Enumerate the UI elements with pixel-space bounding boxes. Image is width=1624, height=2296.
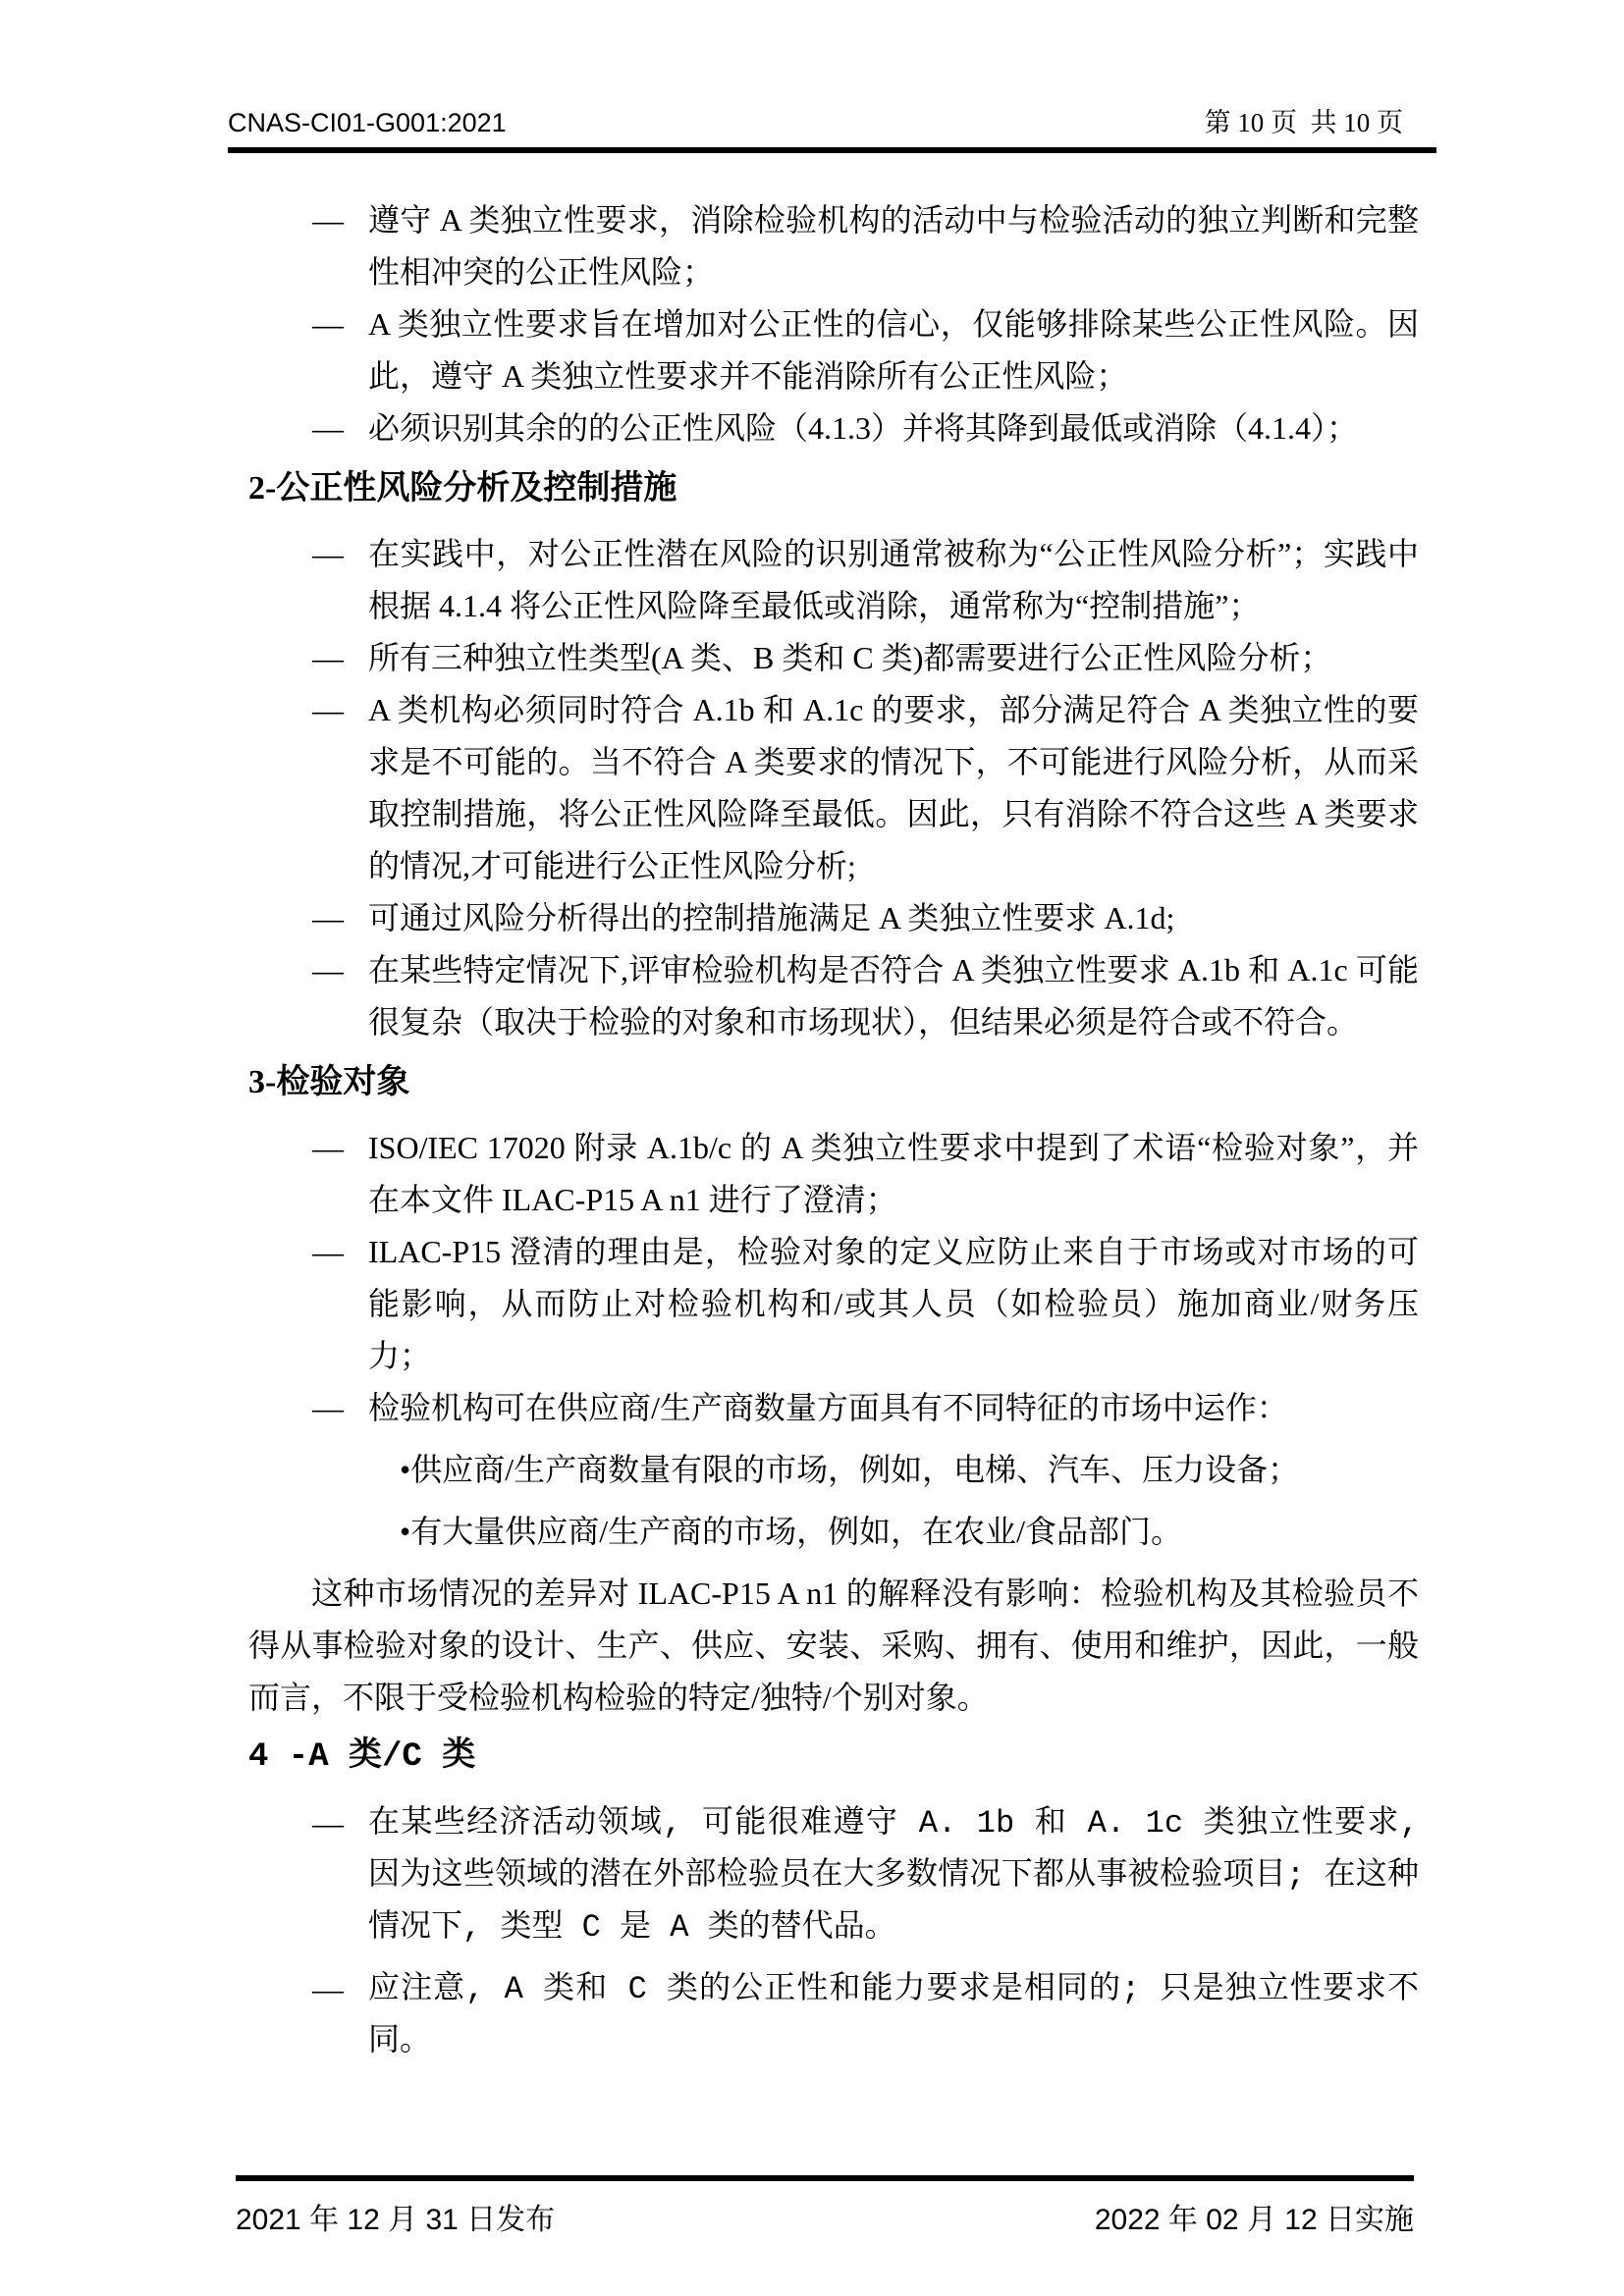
bullet-item <box>228 402 1419 454</box>
bullet-text: 在某些特定情况下,评审检验机构是否符合 A 类独立性要求 A.1b 和 A.1c 可能很复杂（取决于检验的对象和市场现状），但结果必须是符合或不符合。 <box>368 952 1419 1040</box>
page-footer <box>236 2175 1414 2238</box>
bullet-text: 在某些经济活动领域, 可能很难遵守 A. 1b 和 A. 1c 类独立性要求, 因为这些领域的潜在外部检验员在大多数情况下都从事被检验项目; 在这种情况下, 类型 C 是 A 类的替代品。 <box>368 1805 1419 1946</box>
bullet-text: 应注意, A 类和 C 类的公正性和能力要求是相同的; 只是独立性要求不同。 <box>368 1971 1419 2059</box>
document-code: CNAS-CI01-G001:2021 <box>228 108 507 137</box>
dash-bullet-marker: — <box>312 306 344 342</box>
bullet-item <box>228 944 1419 1048</box>
body-paragraph: 这种市场情况的差异对 ILAC-P15 A n1 的解释没有影响：检验机构及其检验员不得从事检验对象的设计、生产、供应、安装、采购、拥有、使用和维护，因此，一般而言，不限于受检验机构检验的特定/独特/个别对象。 <box>248 1575 1419 1715</box>
document-body <box>228 194 1436 2067</box>
implementation-date: 2022 年 02 月 12 日实施 <box>1094 2204 1414 2236</box>
dash-bullet-marker: — <box>312 1805 344 1841</box>
bullet-text: 所有三种独立性类型(A 类、B 类和 C 类)都需要进行公正性风险分析； <box>368 640 1332 675</box>
dash-bullet-marker: — <box>312 1971 344 2006</box>
page-number-indicator: 第 10 页 共 10 页 <box>1204 108 1403 137</box>
bullet-item <box>228 1226 1419 1382</box>
dash-bullet-marker: — <box>312 202 344 238</box>
bullet-item <box>228 684 1419 892</box>
bullet-item <box>228 892 1419 944</box>
bullet-item <box>228 298 1419 402</box>
bullet-text: ILAC-P15 澄清的理由是，检验对象的定义应防止来自于市场或对市场的可能影响，从而防止对检验机构和/或其人员（如检验员）施加商业/财务压力； <box>368 1234 1419 1373</box>
bullet-item <box>228 1122 1419 1226</box>
bullet-text: 必须识别其余的的公正性风险（4.1.3）并将其降到最低或消除（4.1.4）； <box>368 410 1359 446</box>
dot-bullet-marker: • <box>400 1514 411 1549</box>
sub-bullet-item <box>228 1506 1419 1558</box>
sub-bullet-text: 供应商/生产商数量有限的市场，例如，电梯、汽车、压力设备； <box>410 1452 1300 1487</box>
bullet-text: 检验机构可在供应商/生产商数量方面具有不同特征的市场中运作： <box>368 1390 1288 1425</box>
dash-bullet-marker: — <box>312 952 344 988</box>
bullet-text: 在实践中，对公正性潜在风险的识别通常被称为“公正性风险分析”；实践中根据 4.1.4 将公正性风险降至最低或消除，通常称为“控制措施”； <box>368 536 1419 623</box>
dash-bullet-marker: — <box>312 900 344 935</box>
bullet-item <box>228 1963 1419 2067</box>
section-heading-3: 3-检验对象 <box>248 1064 410 1100</box>
bullet-text: 可通过风险分析得出的控制措施满足 A 类独立性要求 A.1d; <box>368 900 1175 935</box>
bullet-text: ISO/IEC 17020 附录 A.1b/c 的 A 类独立性要求中提到了术语“检验对象”，并在本文件 ILAC-P15 A n1 进行了澄清； <box>368 1130 1419 1217</box>
dot-bullet-marker: • <box>400 1452 411 1487</box>
sub-bullet-item <box>228 1444 1419 1496</box>
dash-bullet-marker: — <box>312 640 344 675</box>
section-heading-4: 4 -A 类/C 类 <box>248 1738 476 1776</box>
dash-bullet-marker: — <box>312 410 344 446</box>
bullet-item <box>228 1382 1419 1434</box>
dash-bullet-marker: — <box>312 1234 344 1269</box>
bullet-text: A 类机构必须同时符合 A.1b 和 A.1c 的要求，部分满足符合 A 类独立性的要求是不可能的。当不符合 A 类要求的情况下，不可能进行风险分析，从而采取控制措施，将公正性风险降至最低。因此，只有消除不符合这些 A 类要求的情况,才可能进行公正性风险分析; <box>368 692 1419 883</box>
dash-bullet-marker: — <box>312 692 344 727</box>
bullet-item <box>228 194 1419 298</box>
bullet-item <box>228 1797 1419 1953</box>
section-heading-2: 2-公正性风险分析及控制措施 <box>248 470 677 507</box>
dash-bullet-marker: — <box>312 1130 344 1165</box>
bullet-text: 遵守 A 类独立性要求，消除检验机构的活动中与检验活动的独立判断和完整性相冲突的公正性风险； <box>368 202 1419 290</box>
bullet-text: A 类独立性要求旨在增加对公正性的信心，仅能够排除某些公正性风险。因此，遵守 A 类独立性要求并不能消除所有公正性风险； <box>368 306 1419 394</box>
bullet-item <box>228 632 1419 684</box>
dash-bullet-marker: — <box>312 536 344 571</box>
dash-bullet-marker: — <box>312 1390 344 1425</box>
sub-bullet-text: 有大量供应商/生产商的市场，例如，在农业/食品部门。 <box>410 1514 1182 1549</box>
page-header <box>228 106 1436 153</box>
release-date: 2021 年 12 月 31 日发布 <box>236 2204 556 2236</box>
bullet-item <box>228 528 1419 632</box>
